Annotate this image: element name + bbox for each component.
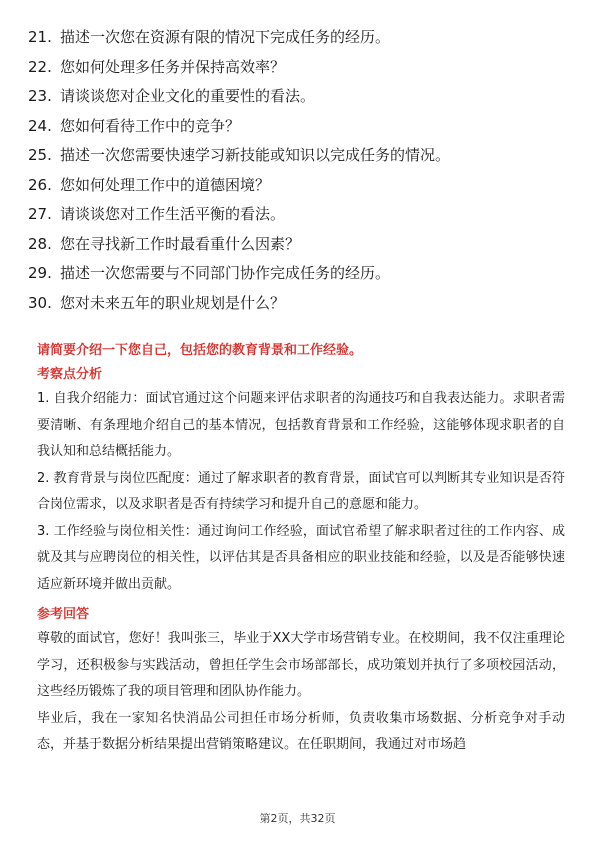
question-text: 描述一次您需要与不同部门协作完成任务的经历。 [60,264,391,282]
question-text: 请谈谈您对企业文化的重要性的看法。 [60,87,316,105]
question-number: 21. [28,28,52,46]
question-text: 描述一次您在资源有限的情况下完成任务的经历。 [60,28,391,46]
analysis-label: 考察点分析 [37,367,103,382]
answer-paragraph: 毕业后，我在一家知名快消品公司担任市场分析师，负责收集市场数据、分析竞争对手动态，并基于数据分析结果提出营销策略建议。在任职期间，我通过对市场趋 [37,710,565,752]
question-item [28,289,568,319]
question-item [28,53,568,83]
question-item [28,171,568,201]
question-item [28,23,568,53]
analysis-point: 1. 自我介绍能力：面试官通过这个问题来评估求职者的沟通技巧和自我表达能力。求职者需要清晰、有条理地介绍自己的基本情况，包括教育背景和工作经验，这能够体现求职者的自我认知和总结概括能力。 [37,391,565,459]
question-number: 25. [28,146,52,164]
question-text: 您如何看待工作中的竞争？ [60,116,241,135]
question-number: 22. [28,57,52,76]
answer-paragraph: 尊敬的面试官，您好！我叫张三，毕业于XX大学市场营销专业。在校期间，我不仅注重理论学习，还积极参与实践活动，曾担任学生会市场部部长，成功策划并执行了多项校园活动，这些经历锻炼了我的项目管理和团队协作能力。 [37,631,565,699]
featured-question-heading: 请简要介绍一下您自己，包括您的教育背景和工作经验。 [37,343,363,358]
page-footer: 第2页，共32页 [259,812,336,825]
question-item [28,82,568,112]
analysis-point: 2. 教育背景与岗位匹配度：通过了解求职者的教育背景，面试官可以判断其专业知识是否符合岗位需求，以及求职者是否有持续学习和提升自己的意愿和能力。 [37,470,565,512]
analysis-point: 3. 工作经验与岗位相关性：通过询问工作经验，面试官希望了解求职者过往的工作内容、成就及其与应聘岗位的相关性，以评估其是否具备相应的职业技能和经验，以及是否能够快速适应新环境并做出贡献。 [37,523,565,592]
question-text: 您在寻找新工作时最看重什么因素？ [60,234,301,253]
question-text: 描述一次您需要快速学习新技能或知识以完成任务的情况。 [60,146,451,164]
question-text: 您如何处理多任务并保持高效率？ [60,57,286,76]
question-text: 请谈谈您对工作生活平衡的看法。 [60,205,286,223]
question-item [28,112,568,142]
question-item [28,141,568,171]
question-number: 30. [28,293,52,312]
answer-section [37,340,565,759]
question-number: 29. [28,264,52,282]
question-number: 23. [28,87,52,105]
answer-label: 参考回答 [37,607,90,622]
question-item [28,200,568,230]
question-number: 26. [28,175,52,194]
question-number: 27. [28,205,52,223]
question-number: 24. [28,116,52,135]
question-number: 28. [28,234,52,253]
question-item [28,259,568,289]
question-list [28,23,568,318]
question-item [28,230,568,260]
question-text: 您对未来五年的职业规划是什么？ [60,293,286,312]
question-text: 您如何处理工作中的道德困境？ [60,175,271,194]
